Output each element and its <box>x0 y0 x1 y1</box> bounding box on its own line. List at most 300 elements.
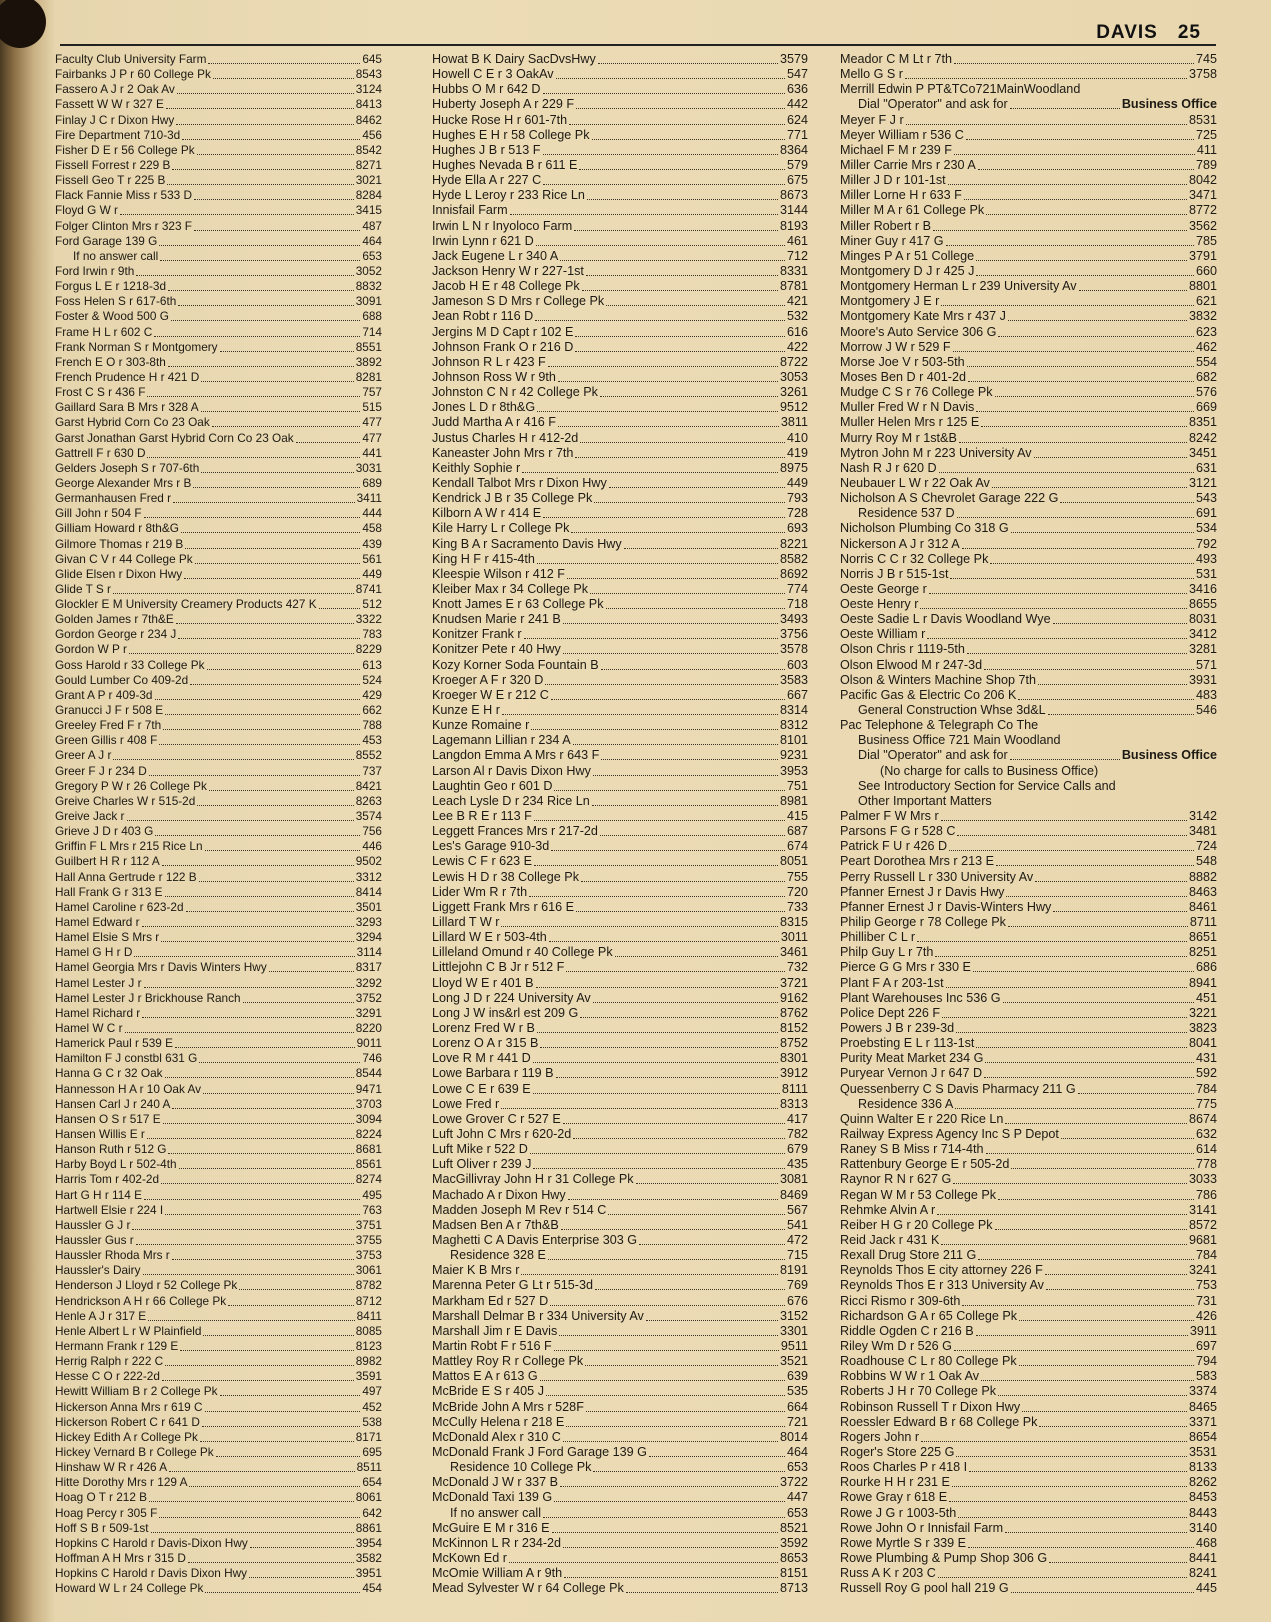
listing-name: Irwin L N r Inyoloco Farm <box>432 218 573 233</box>
listing-phone: 8271 <box>355 157 382 172</box>
listing-name: Mudge C S r 76 College Pk <box>840 385 993 400</box>
listing-name: Oeste George r <box>840 581 927 596</box>
listing-phone: 8284 <box>355 188 382 203</box>
leader-dots <box>976 251 1187 261</box>
listing-entry <box>55 1294 382 1309</box>
listing-name: Harris Tom r 402-2d <box>55 1172 160 1187</box>
leader-dots <box>1011 1159 1194 1169</box>
listing-phone: 546 <box>1195 703 1217 718</box>
listing-entry <box>840 1036 1217 1051</box>
listing-phone: 3579 <box>779 52 808 66</box>
listing-name: Miller Lorne H r 633 F <box>840 188 962 203</box>
leader-dots <box>172 160 353 170</box>
listing-entry <box>840 703 1217 718</box>
leader-dots <box>941 1235 1187 1245</box>
listing-name: Raynor R N r 627 G <box>840 1172 952 1187</box>
listing-phone: 3033 <box>1188 1172 1217 1187</box>
listing-name: Residence 537 D <box>858 506 955 521</box>
listing-entry <box>840 582 1217 597</box>
listing-phone: 3722 <box>779 1475 808 1490</box>
listing-phone: 8882 <box>1188 869 1217 884</box>
leader-dots <box>986 1144 1194 1154</box>
listing-name: Raney S B Miss r 714-4th <box>840 1142 984 1157</box>
listing-entry <box>840 370 1217 385</box>
listing-phone: 9162 <box>779 990 808 1005</box>
listing-name: Fissell Geo T r 225 B <box>55 173 166 188</box>
leader-dots <box>199 1053 360 1063</box>
listing-entry <box>55 1490 382 1505</box>
listing-entry <box>55 1506 382 1521</box>
listing-name: Hannesson H A r 10 Oak Av <box>55 1081 202 1096</box>
listing-phone: 435 <box>786 1157 808 1172</box>
listing-entry <box>432 854 808 869</box>
listing-name: Rehmke Alvin A r <box>840 1202 936 1217</box>
listing-entry <box>840 1460 1217 1475</box>
listing-name: Henle A J r 317 E <box>55 1308 147 1323</box>
leader-dots <box>984 1068 1194 1078</box>
leader-dots <box>967 644 1187 654</box>
listing-name: Madsen Ben A r 7th&B <box>432 1217 559 1232</box>
listing-entry <box>432 325 808 340</box>
listing-name: Marenna Peter G Lt r 515-3d <box>432 1278 594 1293</box>
listing-phone: 8713 <box>779 1581 808 1596</box>
listing-phone: 8242 <box>1188 430 1217 445</box>
listing-entry <box>840 1339 1217 1354</box>
leader-dots <box>973 962 1194 972</box>
listing-name: Green Gillis r 408 F <box>55 733 158 748</box>
listing-name: Hamel Edward r <box>55 915 140 930</box>
listing-entry <box>432 612 808 627</box>
listing-name: Gordon George r 234 J <box>55 627 177 642</box>
listing-name: Philip George r 78 College Pk <box>840 915 1006 930</box>
leader-dots <box>601 660 785 670</box>
listing-phone: 721 <box>786 1414 808 1429</box>
listing-phone: 449 <box>786 475 808 490</box>
listing-name: Hucke Rose H r 601-7th <box>432 112 568 127</box>
listing-name: Les's Garage 910-3d <box>432 839 550 854</box>
leader-dots <box>1060 493 1194 503</box>
listing-phone: 8101 <box>779 733 808 748</box>
listing-entry <box>432 128 808 143</box>
leader-dots <box>946 978 1187 988</box>
listing-name: Olson Chris r 1119-5th <box>840 642 965 657</box>
listing-name: Hickey Edith A r College Pk <box>55 1429 198 1444</box>
listing-entry <box>840 1082 1217 1097</box>
listing-name: Knott James E r 63 College Pk <box>432 597 604 612</box>
leader-dots <box>568 1190 778 1200</box>
listing-name: Morrow J W r 529 F <box>840 339 951 354</box>
listing-entry <box>840 642 1217 657</box>
listing-entry <box>55 1036 382 1051</box>
leader-dots <box>581 872 785 882</box>
listing-name: Nicholson A S Chevrolet Garage 222 G <box>840 491 1059 506</box>
listing-name: Rowe John O r Innisfail Farm <box>840 1520 1004 1535</box>
listing-name: Flack Fannie Miss r 533 D <box>55 188 193 203</box>
leader-dots <box>1011 1583 1194 1593</box>
listing-phone: 8123 <box>355 1338 382 1353</box>
leader-dots <box>563 1114 785 1124</box>
listing-name: Greer A J r <box>55 748 112 763</box>
listing-name: Hamel G H r D <box>55 945 133 960</box>
listing-name: Foster & Wood 500 G <box>55 309 169 324</box>
listing-name: Germanhausen Fred r <box>55 491 172 506</box>
leader-dots <box>197 796 353 806</box>
listing-phone: Business Office <box>1121 97 1217 112</box>
listing-phone: 682 <box>1195 369 1217 384</box>
listing-name: Reiber H G r 20 College Pk <box>840 1217 993 1232</box>
listing-entry <box>432 203 808 218</box>
listing-name: Foss Helen S r 617-6th <box>55 294 177 309</box>
listing-phone: 472 <box>786 1232 808 1247</box>
leader-dots <box>1034 448 1187 458</box>
leader-dots <box>929 584 1187 594</box>
listing-entry <box>55 1203 382 1218</box>
listing-name: Russ A K r 203 C <box>840 1566 936 1581</box>
listing-entry <box>55 718 382 733</box>
listing-entry <box>432 885 808 900</box>
leader-dots <box>1019 1356 1194 1366</box>
listing-phone: 3703 <box>355 1096 382 1111</box>
leader-dots <box>933 221 1187 231</box>
listing-phone: 8653 <box>779 1550 808 1565</box>
leader-dots <box>144 978 354 988</box>
leader-dots <box>964 190 1187 200</box>
leader-dots <box>1022 1402 1187 1412</box>
leader-dots <box>585 1356 778 1366</box>
listing-phone: 757 <box>362 385 382 400</box>
listing-phone: 419 <box>786 445 808 460</box>
listing-name: Judd Martha A r 416 F <box>432 415 556 430</box>
listing-entry <box>55 658 382 673</box>
listing-entry <box>840 113 1217 128</box>
listing-name: Roessler Edward B r 68 College Pk <box>840 1414 1038 1429</box>
listing-phone: 8741 <box>355 581 382 596</box>
listing-entry <box>840 279 1217 294</box>
listing-phone: 8511 <box>356 1460 382 1475</box>
listing-phone: 3011 <box>780 930 808 945</box>
listing-phone: 8561 <box>355 1157 382 1172</box>
leader-dots <box>534 811 785 821</box>
leader-dots <box>173 493 355 503</box>
listing-entry <box>840 854 1217 869</box>
leader-dots <box>954 54 1194 64</box>
listing-name: Greive Jack r <box>55 809 125 824</box>
listing-name: Minges P A r 51 College <box>840 248 975 263</box>
listing-name: Peart Dorothea Mrs r 213 E <box>840 854 994 869</box>
listing-name: Jameson S D Mrs r College Pk <box>432 294 605 309</box>
leader-dots <box>554 1492 785 1502</box>
listing-entry <box>840 325 1217 340</box>
listing-entry <box>432 1521 808 1536</box>
listing-entry <box>840 1021 1217 1036</box>
leader-dots <box>1038 675 1187 685</box>
leader-dots <box>592 796 778 806</box>
listing-entry <box>840 67 1217 82</box>
listing-phone: 8673 <box>779 188 808 203</box>
listing-entry <box>55 597 382 612</box>
listing-phone: 691 <box>1195 506 1217 521</box>
listing-phone: 660 <box>1195 263 1217 278</box>
leader-dots <box>188 1553 354 1563</box>
listing-phone: 8152 <box>779 1021 808 1035</box>
listing-phone: 667 <box>786 687 808 702</box>
page-number: 25 <box>1177 22 1201 43</box>
listing-entry <box>840 960 1217 975</box>
leader-dots <box>549 932 779 942</box>
listing-phone: 3241 <box>1188 1263 1217 1278</box>
listing-phone: 8331 <box>779 263 808 278</box>
leader-dots <box>171 311 360 321</box>
listing-phone: 8722 <box>779 354 808 369</box>
listing-phone: 583 <box>1195 1369 1217 1384</box>
listing-entry <box>840 385 1217 400</box>
listing-name: Faculty Club University Farm <box>55 52 207 66</box>
listing-entry <box>840 1566 1217 1581</box>
listing-entry <box>432 900 808 915</box>
listing-name: Hendrickson A H r 66 College Pk <box>55 1293 227 1308</box>
listing-name: McGuire E M r 316 E <box>432 1520 550 1535</box>
listing-entry <box>432 1218 808 1233</box>
listing-phone: 8651 <box>1188 930 1217 945</box>
leader-dots <box>194 221 360 231</box>
leader-dots <box>939 463 1194 473</box>
listing-name: Maghetti C A Davis Enterprise 303 G <box>432 1232 638 1247</box>
leader-dots <box>205 841 361 851</box>
listing-name: Powers J B r 239-3d <box>840 1021 955 1035</box>
listing-name: Long J W ins&rl est 209 G <box>432 1005 579 1020</box>
listing-phone: 728 <box>786 506 808 521</box>
listing-name: Norris J B r 515-1st <box>840 566 949 581</box>
leader-dots <box>575 342 785 352</box>
listing-entry <box>840 779 1217 794</box>
listing-entry <box>432 976 808 991</box>
listing-phone: 8752 <box>779 1036 808 1051</box>
listing-name: Lowe Grover C r 527 E <box>432 1111 561 1126</box>
listing-entry <box>432 476 808 491</box>
listing-phone: 3412 <box>1188 627 1217 642</box>
column-3 <box>840 52 1217 1596</box>
leader-dots <box>209 781 354 791</box>
listing-entry <box>55 309 382 324</box>
leader-dots <box>208 54 360 64</box>
leader-dots <box>1045 1265 1187 1275</box>
listing-phone: 8981 <box>779 793 808 808</box>
listing-phone: 3791 <box>1188 248 1217 263</box>
listing-phone: 3721 <box>779 975 808 990</box>
listing-name: Lorenz O A r 315 B <box>432 1036 539 1051</box>
listing-name: Kroeger A F r 320 D <box>432 672 544 687</box>
leader-dots <box>1048 705 1194 715</box>
leader-dots <box>136 1235 354 1245</box>
leader-dots <box>938 1568 1187 1578</box>
listing-entry <box>432 309 808 324</box>
leader-dots <box>571 523 785 533</box>
leader-dots <box>531 720 778 730</box>
listing-phone: 567 <box>786 1202 808 1217</box>
leader-dots <box>533 1053 778 1063</box>
listing-entry <box>55 1354 382 1369</box>
listing-entry <box>55 506 382 521</box>
listing-phone: 3583 <box>779 672 808 687</box>
listing-phone: 693 <box>786 521 808 536</box>
listing-name: Hanson Ruth r 512 G <box>55 1142 167 1157</box>
leader-dots <box>955 1099 1194 1109</box>
listing-name: Meyer F J r <box>840 112 904 127</box>
listing-phone: 783 <box>362 627 382 642</box>
listing-entry <box>840 1097 1217 1112</box>
leader-dots <box>567 569 778 579</box>
listing-entry <box>432 945 808 960</box>
leader-dots <box>957 508 1194 518</box>
listing-entry <box>432 1506 808 1521</box>
leader-dots <box>948 175 1187 185</box>
leader-dots <box>969 1462 1187 1472</box>
leader-dots <box>976 1326 1188 1336</box>
listing-entry <box>55 930 382 945</box>
leader-dots <box>509 1553 778 1563</box>
leader-dots <box>155 690 361 700</box>
leader-dots <box>197 145 354 155</box>
leader-dots <box>976 402 1194 412</box>
listing-phone: 3121 <box>1188 475 1217 490</box>
listing-phone: 769 <box>786 1278 808 1293</box>
leader-dots <box>586 1402 785 1412</box>
listing-phone: 653 <box>786 1505 808 1520</box>
listing-name: Mytron John M r 223 University Av <box>840 445 1032 460</box>
leader-dots <box>535 311 785 321</box>
leader-dots <box>558 372 778 382</box>
listing-name: Plant F A r 203-1st <box>840 975 944 990</box>
listing-name: Rexall Drug Store 211 G <box>840 1248 977 1263</box>
listing-entry <box>840 839 1217 854</box>
listing-name: Markham Ed r 527 D <box>432 1293 549 1308</box>
leader-dots <box>134 947 354 957</box>
leader-dots <box>169 1462 355 1472</box>
listing-entry <box>432 658 808 673</box>
listing-entry <box>840 1324 1217 1339</box>
listing-entry <box>840 930 1217 945</box>
listing-name: Ford Garage 139 G <box>55 233 158 248</box>
leader-dots <box>220 342 354 352</box>
leader-dots <box>522 463 778 473</box>
leader-dots <box>636 1174 778 1184</box>
listing-phone: 8421 <box>355 778 382 793</box>
listing-phone: 3221 <box>1188 1005 1217 1020</box>
listing-entry <box>432 1233 808 1248</box>
listing-entry <box>432 1581 808 1596</box>
listing-entry <box>55 854 382 869</box>
listing-phone: 483 <box>1195 687 1217 702</box>
listing-phone: 442 <box>786 97 808 112</box>
listing-name: Hall Frank G r 313 E <box>55 884 163 899</box>
leader-dots <box>606 599 785 609</box>
listing-phone: 8674 <box>1188 1111 1217 1126</box>
listing-phone: 8712 <box>355 1293 382 1308</box>
listing-name: Morse Joe V r 503-5th <box>840 354 965 369</box>
leader-dots <box>162 1371 354 1381</box>
listing-phone: 3415 <box>355 203 382 218</box>
listing-entry <box>432 521 808 536</box>
leader-dots <box>1053 614 1187 624</box>
listing-entry <box>432 1369 808 1384</box>
listing-name: Kozy Korner Soda Fountain B <box>432 657 599 672</box>
listing-name: Hamel Elsie S Mrs r <box>55 930 160 945</box>
listing-entry <box>55 870 382 885</box>
listing-name: Littlejohn C B Jr r 512 F <box>432 960 565 975</box>
listing-phone: 8317 <box>355 960 382 975</box>
listing-entry <box>432 52 808 67</box>
listing-entry <box>432 506 808 521</box>
listing-phone: 639 <box>786 1369 808 1384</box>
listing-name: Moore's Auto Service 306 G <box>840 324 997 339</box>
leader-dots <box>165 1356 354 1366</box>
leader-dots <box>950 569 1194 579</box>
listing-phone: 8711 <box>1189 915 1217 930</box>
listing-entry <box>432 1475 808 1490</box>
listing-name: Mead Sylvester W r 64 College Pk <box>432 1581 624 1596</box>
listing-entry <box>432 537 808 552</box>
leader-dots <box>992 478 1187 488</box>
listing-entry <box>55 824 382 839</box>
listing-phone: 8465 <box>1188 1399 1217 1414</box>
listing-entry <box>432 1445 808 1460</box>
listing-entry <box>55 1415 382 1430</box>
leader-dots <box>566 962 785 972</box>
listing-phone: 8031 <box>1188 612 1217 627</box>
listing-name: Hoffman A H Mrs r 315 D <box>55 1550 186 1565</box>
leader-dots <box>1019 1311 1194 1321</box>
listing-phone: 3291 <box>355 1005 382 1020</box>
listing-phone: 676 <box>786 1293 808 1308</box>
listing-phone: 532 <box>786 309 808 324</box>
leader-dots <box>172 1099 353 1109</box>
listing-entry <box>432 355 808 370</box>
listing-entry <box>432 294 808 309</box>
listing-entry <box>55 355 382 370</box>
leader-dots <box>575 448 785 458</box>
leader-dots <box>147 1129 354 1139</box>
listing-name: Oeste Henry r <box>840 597 919 612</box>
listing-name: Rattenbury George E r 505-2d <box>840 1157 1010 1172</box>
listing-name: Garst Jonathan Garst Hybrid Corn Co 23 Oak <box>55 430 294 445</box>
listing-entry <box>840 824 1217 839</box>
listing-name: Madden Joseph M Rev r 514 C <box>432 1202 607 1217</box>
listing-entry <box>840 915 1217 930</box>
leader-dots <box>537 1023 778 1033</box>
listing-phone: 3411 <box>356 491 382 506</box>
listing-name: Hoag O T r 212 B <box>55 1490 148 1505</box>
listing-phone: 8832 <box>355 279 382 294</box>
listing-entry <box>840 733 1217 748</box>
leader-dots <box>533 1084 780 1094</box>
leader-dots <box>1010 99 1120 109</box>
listing-entry <box>840 1203 1217 1218</box>
listing-name: Henle Albert L r W Plainfield <box>55 1323 202 1338</box>
listing-phone: 724 <box>1195 839 1217 854</box>
leader-dots <box>178 296 353 306</box>
leader-dots <box>935 947 1187 957</box>
listing-entry <box>840 415 1217 430</box>
leader-dots <box>161 932 354 942</box>
listing-phone: 3281 <box>1188 642 1217 657</box>
listing-name: Forgus L E r 1218-3d <box>55 279 167 294</box>
listing-name: Glockler E M University Creamery Products 427 K <box>55 597 317 612</box>
listing-name: Roberts J H r 70 College Pk <box>840 1384 997 1399</box>
leader-dots <box>176 115 353 125</box>
listing-entry <box>840 1218 1217 1233</box>
listing-name: Reynolds Thos E city attorney 226 F <box>840 1263 1043 1278</box>
listing-entry <box>432 1082 808 1097</box>
